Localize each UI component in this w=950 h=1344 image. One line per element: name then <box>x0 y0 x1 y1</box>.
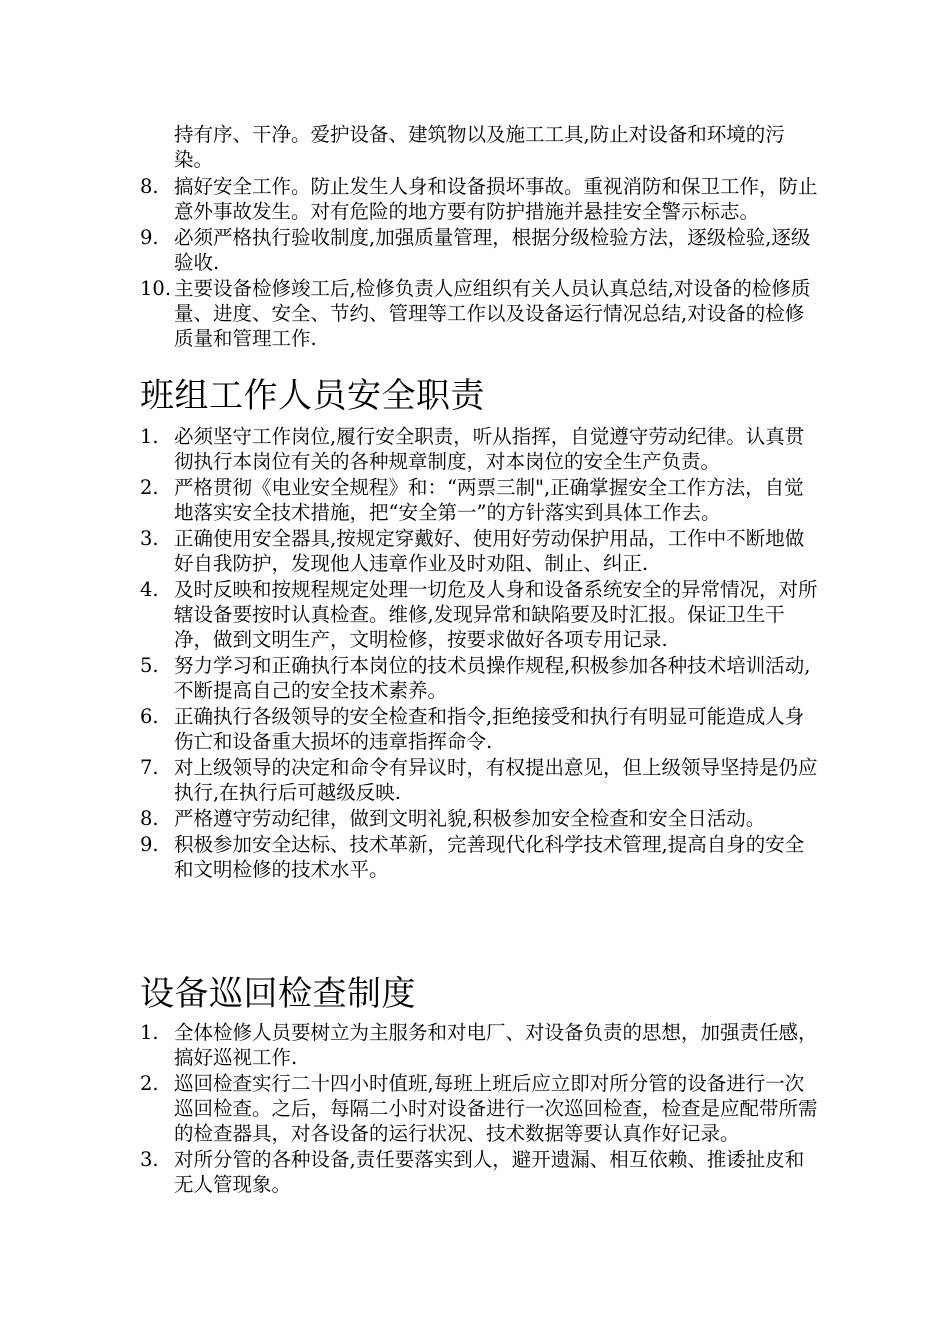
item-number: 3. <box>140 527 159 550</box>
item-text: 正确执行各级领导的安全检查和指令,拒绝接受和执行有明显可能造成人身伤亡和设备重大损坏的违章指挥命令. <box>174 705 805 753</box>
item-number: 5. <box>140 654 159 677</box>
list-item <box>140 832 820 882</box>
item-number: 8. <box>140 807 159 830</box>
list-item <box>140 653 820 703</box>
list-item <box>140 276 820 351</box>
item-number: 1. <box>140 1021 159 1044</box>
item-text: 及时反映和按规程规定处理一切危及人身和设备系统安全的异常情况，对所辖设备要按时认真检查。维修,发现异常和缺陷要及时汇报。保证卫生干净，做到文明生产，文明检修，按要求做好各项专用记录. <box>174 578 818 651</box>
item-number: 2. <box>140 1072 159 1095</box>
item-number: 3. <box>140 1148 159 1171</box>
item-number: 10. <box>140 277 172 300</box>
item-text: 必须严格执行验收制度,加强质量管理，根据分级检验方法，逐级检验,逐级验收. <box>174 226 811 274</box>
list-item <box>140 1071 820 1146</box>
equipment-patrol-list <box>140 1020 820 1198</box>
list-item <box>140 704 820 754</box>
item-text: 严格贯彻《电业安全规程》和：“两票三制",正确掌握安全工作方法，自觉地落实安全技术措施，把“安全第一”的方针落实到具体工作去。 <box>174 476 804 524</box>
item-text: 对所分管的各种设备,责任要落实到人，避开遗漏、相互依赖、推诿扯皮和无人管现象。 <box>174 1148 805 1196</box>
item-number: 9. <box>140 226 159 249</box>
list-item <box>140 577 820 652</box>
continuation-paragraph <box>140 122 820 172</box>
list-item <box>140 1147 820 1197</box>
list-item <box>140 225 820 275</box>
section-heading-patrol <box>140 974 820 1014</box>
item-text: 严格遵守劳动纪律，做到文明礼貌,积极参加安全检查和安全日活动。 <box>174 807 766 830</box>
item-number: 9. <box>140 833 159 856</box>
heading-team-safety-duties: 班组工作人员安全职责 <box>140 376 485 416</box>
item-number: 6. <box>140 705 159 728</box>
list-item <box>140 174 820 224</box>
item-text: 巡回检查实行二十四小时值班,每班上班后应立即对所分管的设备进行一次巡回检查。之后，每隔二小时对设备进行一次巡回检查，检查是应配带所需的检查器具，对各设备的运行状况、技术数据等要认真作好记录。 <box>174 1072 818 1145</box>
item-number: 7. <box>140 756 159 779</box>
item-text: 正确使用安全器具,按规定穿戴好、使用好劳动保护用品，工作中不断地做好自我防护，发现他人违章作业及时劝阻、制止、纠正. <box>174 527 805 575</box>
item-text: 全体检修人员要树立为主服务和对电厂、对设备负责的思想，加强责任感，搞好巡视工作. <box>174 1021 818 1069</box>
item-text: 主要设备检修竣工后,检修负责人应组织有关人员认真总结,对设备的检修质量、进度、安全、节约、管理等工作以及设备运行情况总结,对设备的检修质量和管理工作. <box>174 277 811 350</box>
item-text: 对上级领导的决定和命令有异议时，有权提出意见，但上级领导坚持是仍应执行,在执行后可越级反映. <box>174 756 818 804</box>
list-item <box>140 424 820 474</box>
item-number: 2. <box>140 476 159 499</box>
list-item <box>140 475 820 525</box>
item-text: 努力学习和正确执行本岗位的技术员操作规程,积极参加各种技术培训活动,不断提高自己的安全技术素养。 <box>174 654 811 702</box>
continuation-text: 持有序、干净。爱护设备、建筑物以及施工工具,防止对设备和环境的污染。 <box>174 123 785 171</box>
item-text: 搞好安全工作。防止发生人身和设备损坏事故。重视消防和保卫工作，防止意外事故发生。对有危险的地方要有防护措施并悬挂安全警示标志。 <box>174 175 818 223</box>
list-item <box>140 806 820 831</box>
team-safety-duties-list <box>140 424 820 883</box>
item-number: 1. <box>140 425 159 448</box>
item-number: 8. <box>140 175 159 198</box>
list-item <box>140 1020 820 1070</box>
heading-equipment-patrol-system: 设备巡回检查制度 <box>140 974 416 1014</box>
list-item <box>140 755 820 805</box>
work-rules-list-tail <box>140 174 820 352</box>
item-number: 4. <box>140 578 159 601</box>
list-item <box>140 526 820 576</box>
section-heading-team-safety <box>140 376 820 416</box>
item-text: 积极参加安全达标、技术革新，完善现代化科学技术管理,提高自身的安全和文明检修的技术水平。 <box>174 833 805 881</box>
item-text: 必须坚守工作岗位,履行安全职责，听从指挥，自觉遵守劳动纪律。认真贯彻执行本岗位有关的各种规章制度，对本岗位的安全生产负责。 <box>174 425 805 473</box>
